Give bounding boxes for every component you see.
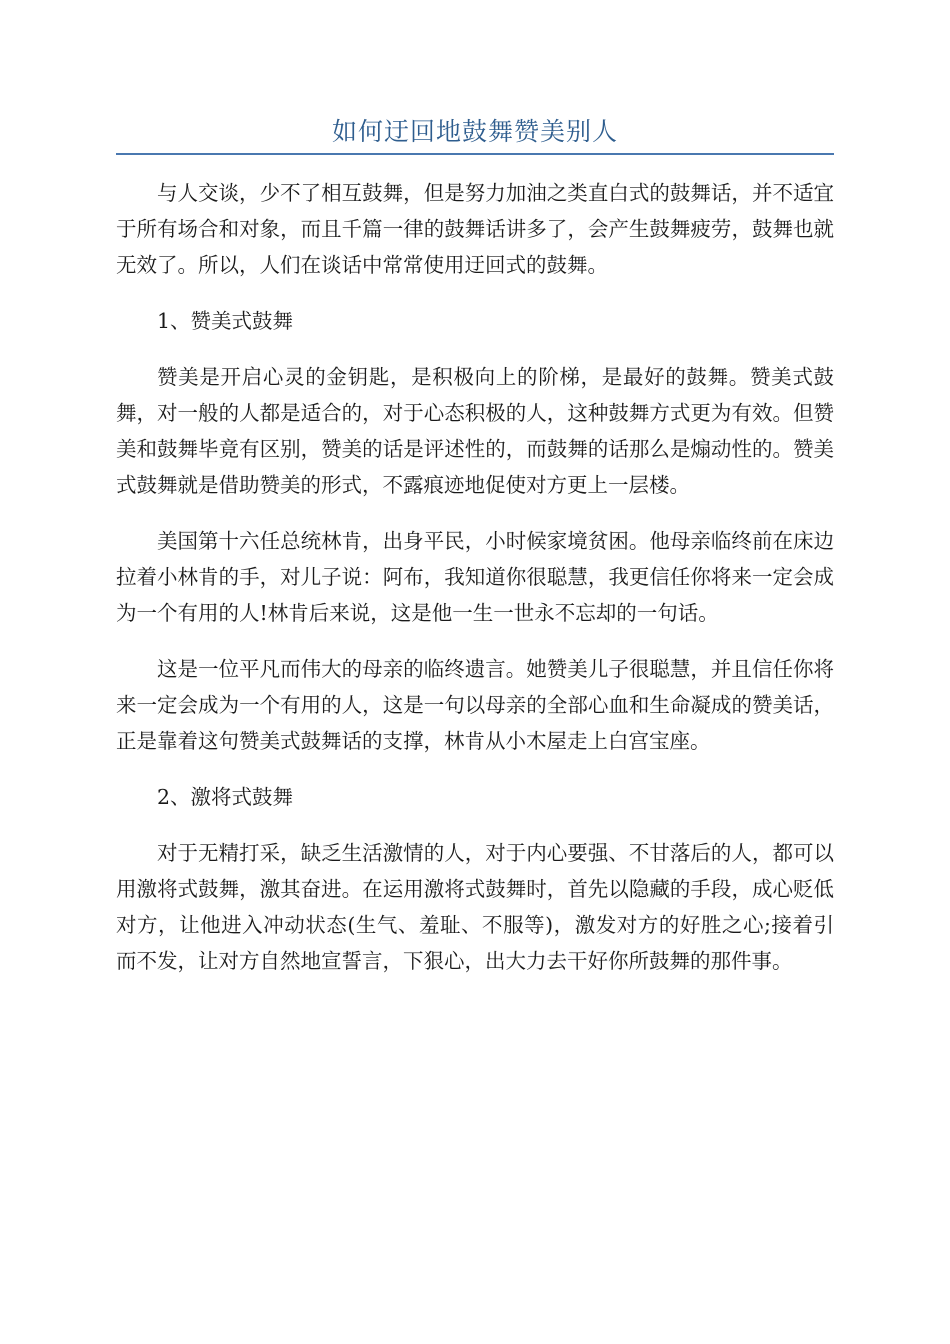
section-heading-1: 1、赞美式鼓舞: [157, 309, 294, 333]
body-paragraph: 赞美是开启心灵的金钥匙，是积极向上的阶梯，是最好的鼓舞。赞美式鼓舞，对一般的人都是适合的，对于心态积极的人，这种鼓舞方式更为有效。但赞美和鼓舞毕竟有区别，赞美的话是评述性的，而鼓舞的话那么是煽动性的。赞美式鼓舞就是借助赞美的形式，不露痕迹地促使对方更上一层楼。: [116, 365, 834, 497]
document-body: [116, 175, 834, 999]
body-paragraph: 对于无精打采，缺乏生活激情的人，对于内心要强、不甘落后的人，都可以用激将式鼓舞，激其奋进。在运用激将式鼓舞时，首先以隐藏的手段，成心贬低对方，让他进入冲动状态(生气、羞耻、不服等)，激发对方的好胜之心;接着引而不发，让对方自然地宣誓言，下狠心，出大力去干好你所鼓舞的那件事。: [116, 841, 834, 973]
intro-paragraph: 与人交谈，少不了相互鼓舞，但是努力加油之类直白式的鼓舞话，并不适宜于所有场合和对象，而且千篇一律的鼓舞话讲多了，会产生鼓舞疲劳，鼓舞也就无效了。所以，人们在谈话中常常使用迂回式的鼓舞。: [116, 181, 834, 277]
title-underline: [116, 153, 834, 155]
document-title: 如何迂回地鼓舞赞美别人: [331, 117, 618, 146]
section-heading-2: 2、激将式鼓舞: [157, 785, 294, 809]
body-paragraph: 这是一位平凡而伟大的母亲的临终遗言。她赞美儿子很聪慧，并且信任你将来一定会成为一个有用的人，这是一句以母亲的全部心血和生命凝成的赞美话，正是靠着这句赞美式鼓舞话的支撑，林肯从小木屋走上白宫宝座。: [116, 657, 834, 753]
body-paragraph: 美国第十六任总统林肯，出身平民，小时候家境贫困。他母亲临终前在床边拉着小林肯的手，对儿子说：阿布，我知道你很聪慧，我更信任你将来一定会成为一个有用的人!林肯后来说，这是他一生一世永不忘却的一句话。: [116, 529, 834, 625]
